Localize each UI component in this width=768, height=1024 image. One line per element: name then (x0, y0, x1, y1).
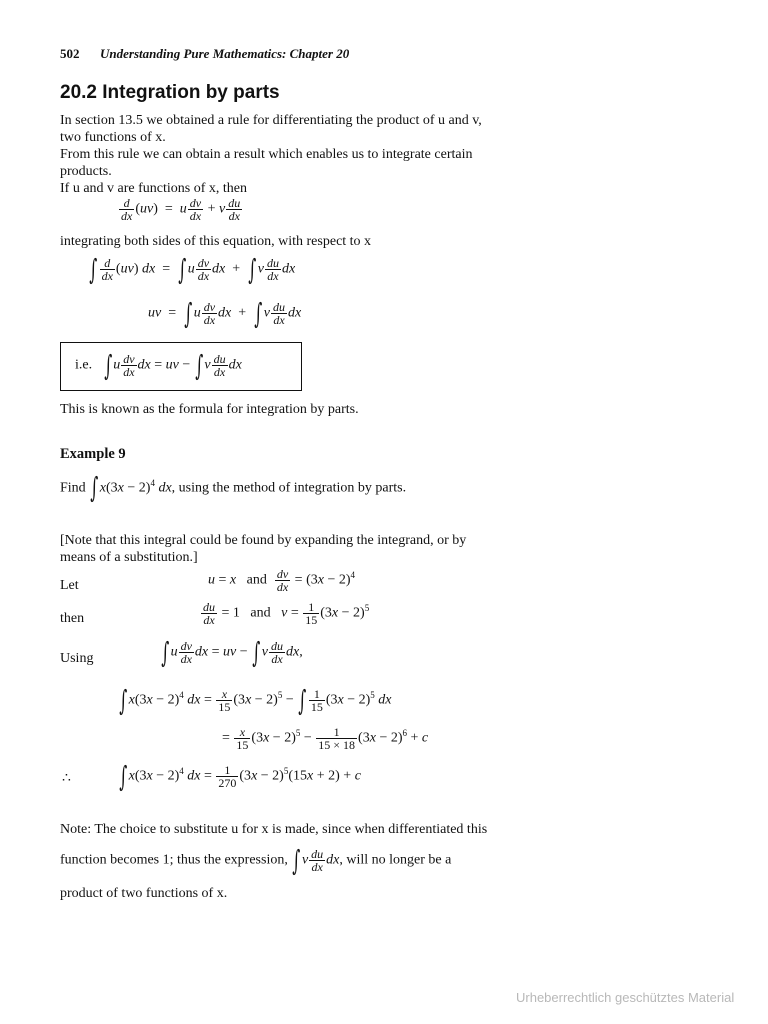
let-and: and (246, 572, 267, 588)
parts-formula: i.e. ∫u $\frac{dv}{dx}$ dx = uv − ∫v $\frac{du}{dx}$ dx (75, 348, 242, 382)
then-and: and (250, 605, 271, 621)
closing-note-line-1: Note: The choice to substitute u for x is made, since when differentiated this (60, 822, 488, 837)
integrating-line: integrating both sides of this equation, with respect to x (60, 234, 372, 249)
intro-line-3: From this rule we can obtain a result which enables us to integrate certain (60, 147, 473, 162)
intro-line-2: two functions of x. (60, 130, 166, 145)
page-number: 502 (60, 46, 80, 61)
intro-line-1: In section 13.5 we obtained a rule for differentiating the product of u and v, (60, 113, 482, 128)
closing-note-line-2b: will no longer be a (346, 852, 452, 868)
closing-note-line-2: function becomes 1; thus the expression, ∫v $\frac{du}{dx}$ dx, will no longer be a (60, 843, 452, 877)
example-note-line-1: [Note that this integral could be found by expanding the integrand, or by (60, 533, 467, 548)
intro-line-4: products. (60, 164, 112, 179)
example-title: Example 9 (60, 446, 126, 462)
working-line-1: $\int x(3x - 2)^4$ dx = $\frac{x}{15}$ $(3x - 2)^5$ − ∫ $\frac{1}{15}$ $(3x - 2)^5$ dx (119, 683, 392, 717)
watermark: Urheberrechtlich geschütztes Material (516, 990, 735, 1005)
running-title: Understanding Pure Mathematics: Chapter 20 (100, 46, 350, 61)
integrated-equation: ∫ $\frac{d}{dx}$ (uv) dx = ∫u $\frac{dv}{dx}$ dx + ∫v $\frac{du}{dx}$ dx (89, 252, 296, 286)
final-result: $\int x(3x - 2)^4$ dx = $\frac{1}{270}$ $(3x - 2)^5(15x + 2) + c$ (119, 759, 361, 793)
example-problem: Find $\int x(3x - 2)^4$ dx, using the method of integration by parts. (60, 471, 407, 505)
working-line-2: = $\frac{x}{15}$ $(3x - 2)^5$ − $\frac{1}{15 \times 18}$ $(3x - 2)^6 + c$ (222, 725, 429, 752)
let-label: Let (60, 578, 79, 593)
using-label: Using (60, 651, 94, 666)
therefore-symbol: ∴ (62, 771, 71, 786)
uv-equation: uv = ∫u $\frac{dv}{dx}$ dx + ∫v $\frac{du}{dx}$ dx (148, 296, 302, 330)
using-formula: ∫u $\frac{dv}{dx}$ dx = uv − ∫v $\frac{du}{dx}$ dx, (161, 635, 303, 669)
then-equation: $\frac{du}{dx}$ = 1 and v = $\frac{1}{15}$ $(3x - 2)^5$ (203, 600, 370, 627)
example-note-line-2: means of a substitution.] (60, 550, 198, 565)
find-rest: using the method of integration by parts. (178, 480, 407, 496)
closing-note-line-2a: function becomes 1; thus the expression, (60, 852, 288, 868)
formula-caption: This is known as the formula for integration by parts. (60, 402, 359, 417)
product-rule-equation: $\frac{d}{dx}$ (uv) = u $\frac{dv}{dx}$ + v $\frac{du}{dx}$ (121, 196, 241, 223)
intro-line-5: If u and v are functions of x, then (60, 181, 247, 196)
let-equation: u = x and $\frac{dv}{dx}$ = $(3x - 2)^4$ (208, 567, 356, 594)
find-word: Find (60, 480, 86, 496)
then-label: then (60, 611, 85, 626)
section-title: 20.2 Integration by parts (60, 82, 280, 103)
closing-note-line-3: product of two functions of x. (60, 886, 228, 901)
